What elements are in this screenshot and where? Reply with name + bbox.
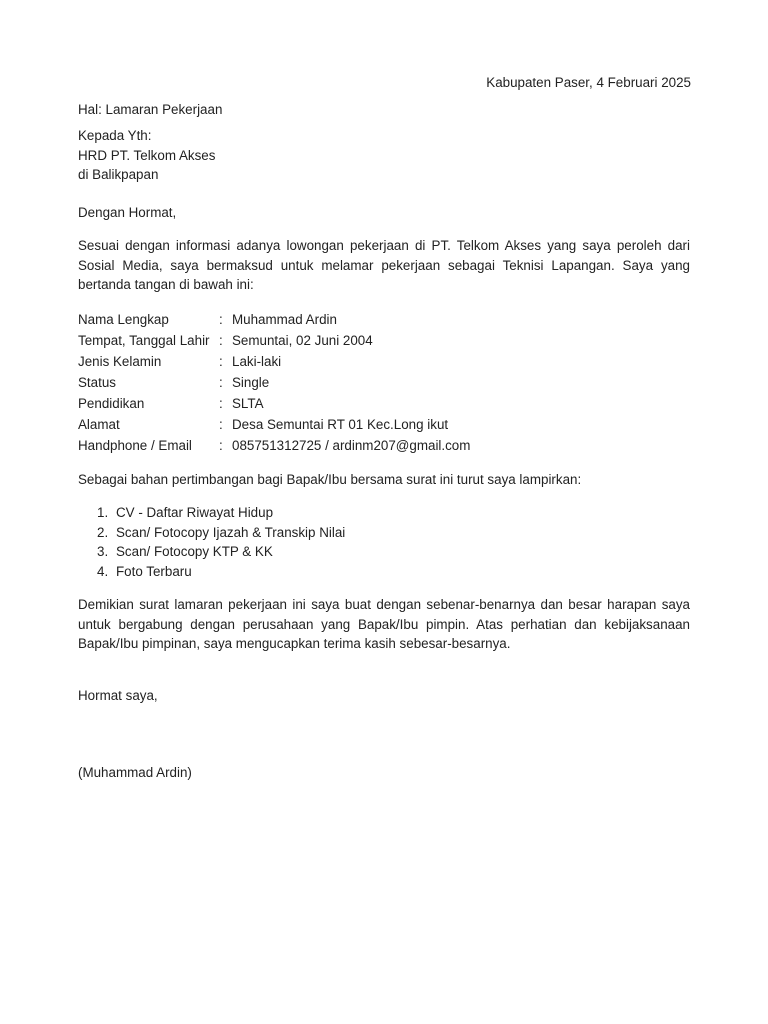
recipient-line: Kepada Yth: — [78, 128, 152, 143]
attachment-number-wrap — [78, 542, 116, 562]
letter-subject: Hal: Lamaran Pekerjaan — [78, 102, 223, 117]
attachment-number: 3. — [97, 544, 109, 559]
info-label: Nama Lengkap — [78, 312, 169, 327]
attachments-list — [78, 503, 345, 581]
attachment-item — [78, 562, 345, 582]
info-row — [78, 309, 470, 330]
closing-paragraph: Demikian surat lamaran pekerjaan ini saya buat dengan sebenar-benarnya dan besar harapan saya untuk bergabung dengan perusahaan yang Bapak/Ibu pimpin. Atas perhatian dan kebijaksanaan Bapak/Ibu pimpinan, saya mengucapkan terima kasih sebesar-besarnya. — [78, 597, 690, 652]
recipient-line: HRD PT. Telkom Akses — [78, 147, 216, 163]
info-value: Laki-laki — [232, 354, 282, 369]
intro-paragraph: Sesuai dengan informasi adanya lowongan pekerjaan di PT. Telkom Akses yang saya peroleh dari Sosial Media, saya bermaksud untuk melamar pekerjaan sebagai Teknisi Lapangan. Saya yang bertanda tangan di bawah ini: — [78, 238, 690, 293]
attachment-text: CV - Daftar Riwayat Hidup — [116, 505, 274, 520]
attachment-text: Scan/ Fotocopy KTP & KK — [116, 544, 273, 559]
info-label: Tempat, Tanggal Lahir — [78, 333, 210, 348]
info-label: Alamat — [78, 417, 120, 432]
attachment-item — [78, 523, 345, 543]
info-value: Desa Semuntai RT 01 Kec.Long ikut — [232, 417, 449, 432]
info-row — [78, 414, 470, 435]
info-label: Status — [78, 375, 116, 390]
info-colon: : — [219, 438, 223, 453]
info-colon: : — [219, 354, 223, 369]
info-label: Pendidikan — [78, 396, 145, 411]
signature-name: (Muhammad Ardin) — [78, 765, 192, 780]
attachment-number: 1. — [97, 505, 109, 520]
attachment-number-wrap — [78, 523, 116, 543]
info-colon: : — [219, 333, 223, 348]
attachment-text: Scan/ Fotocopy Ijazah & Transkip Nilai — [116, 524, 346, 540]
attachment-item — [78, 503, 345, 523]
info-row — [78, 372, 470, 393]
attachment-number: 4. — [97, 563, 109, 579]
attachment-text: Foto Terbaru — [116, 563, 192, 579]
applicant-info-table — [78, 309, 470, 456]
attachment-item — [78, 542, 345, 562]
attachment-number-wrap — [78, 562, 116, 582]
letter-date: Kabupaten Paser, 4 Februari 2025 — [486, 75, 691, 90]
info-value: Single — [232, 375, 270, 390]
attachment-number-wrap — [78, 503, 116, 523]
recipient-block — [78, 126, 215, 185]
attachments-intro: Sebagai bahan pertimbangan bagi Bapak/Ibu bersama surat ini turut saya lampirkan: — [78, 472, 582, 487]
info-colon: : — [219, 417, 223, 432]
info-row — [78, 351, 470, 372]
info-row — [78, 435, 470, 456]
info-colon: : — [219, 396, 223, 411]
info-value: Muhammad Ardin — [232, 312, 337, 327]
info-value: SLTA — [232, 396, 264, 411]
info-colon: : — [219, 312, 223, 327]
signoff: Hormat saya, — [78, 688, 158, 703]
info-value: Semuntai, 02 Juni 2004 — [232, 333, 373, 348]
info-row — [78, 330, 470, 351]
info-label: Handphone / Email — [78, 438, 192, 453]
info-value: 085751312725 / ardinm207@gmail.com — [232, 438, 471, 453]
greeting: Dengan Hormat, — [78, 205, 177, 220]
info-label: Jenis Kelamin — [78, 354, 162, 369]
info-colon: : — [219, 375, 223, 390]
attachment-number: 2. — [97, 524, 109, 540]
recipient-line: di Balikpapan — [78, 167, 159, 182]
info-row — [78, 393, 470, 414]
